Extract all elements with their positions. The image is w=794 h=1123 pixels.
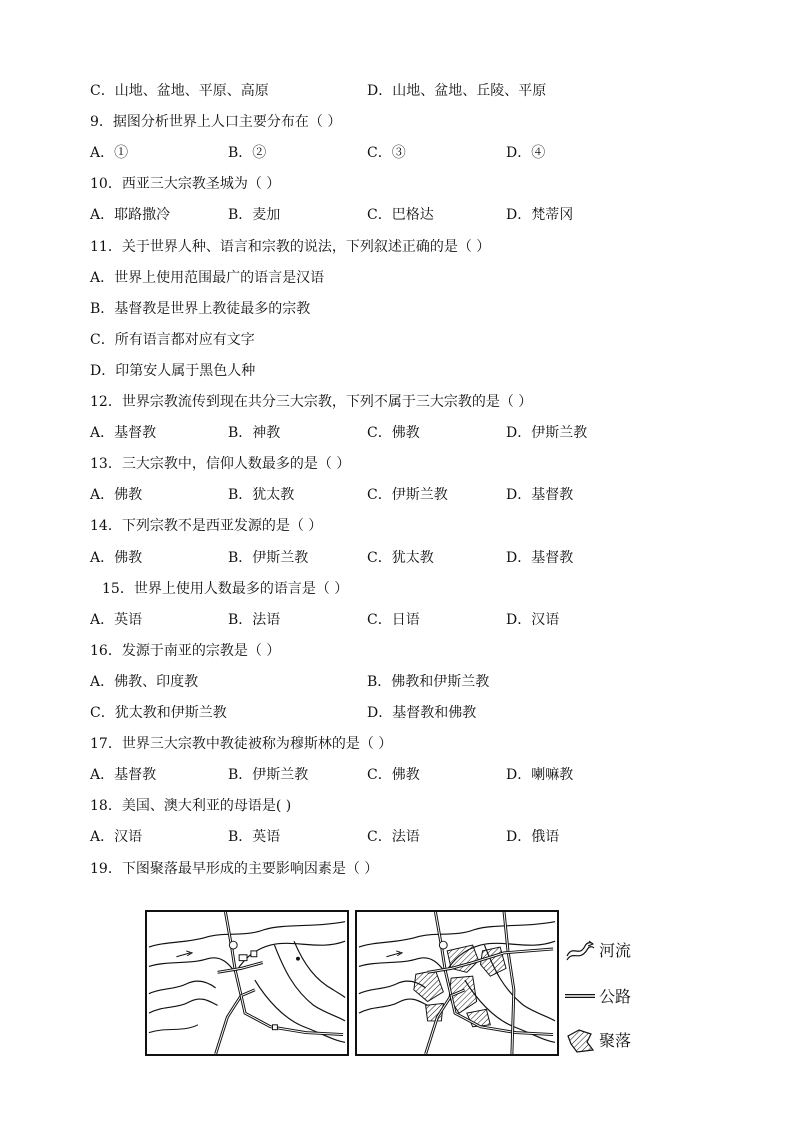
answer-option: D．基督教和佛教 xyxy=(367,705,477,721)
answer-option: D．喇嘛教 xyxy=(506,767,574,783)
answer-option: D．基督教 xyxy=(506,487,574,503)
settlement-icon xyxy=(565,1028,595,1054)
road-icon xyxy=(565,984,595,1008)
answer-option: A．世界上使用范围最广的语言是汉语 xyxy=(90,270,325,286)
legend-settlement xyxy=(565,1028,645,1054)
answer-option: B．佛教和伊斯兰教 xyxy=(367,674,490,690)
question-stem: 13．三大宗教中，信仰人数最多的是（ ） xyxy=(90,456,351,472)
answer-option: C．山地、盆地、平原、高原 xyxy=(90,83,269,99)
question-stem: 12．世界宗教流传到现在共分三大宗教，下列不属于三大宗教的是（ ） xyxy=(90,394,533,410)
answer-option: B．英语 xyxy=(228,829,281,845)
answer-option: C．巴格达 xyxy=(367,207,434,223)
settlement-figure xyxy=(145,910,645,1060)
settlement-map-early xyxy=(145,910,349,1056)
question-stem: 18．美国、澳大利亚的母语是( ) xyxy=(90,798,292,814)
legend-road xyxy=(565,984,645,1010)
answer-option: A．耶路撒冷 xyxy=(90,207,171,223)
answer-option: B．基督教是世界上教徒最多的宗教 xyxy=(90,301,311,317)
question-stem: 10．西亚三大宗教圣城为（ ） xyxy=(90,176,281,192)
answer-option: A．英语 xyxy=(90,612,143,628)
answer-option: A．① xyxy=(90,145,129,161)
answer-option: C．法语 xyxy=(367,829,420,845)
legend-river-label: 河流 xyxy=(599,941,632,960)
answer-option: A．基督教 xyxy=(90,425,157,441)
answer-option: A．佛教 xyxy=(90,550,143,566)
answer-option: C．犹太教和伊斯兰教 xyxy=(90,705,227,721)
question-stem: 15．世界上使用人数最多的语言是（ ） xyxy=(102,581,349,597)
answer-option: C．伊斯兰教 xyxy=(367,487,448,503)
answer-option: C．所有语言都对应有文字 xyxy=(90,332,255,348)
answer-option: A．汉语 xyxy=(90,829,143,845)
answer-option: B．神教 xyxy=(228,425,281,441)
settlement-map-later xyxy=(355,910,559,1056)
answer-option: B．伊斯兰教 xyxy=(228,767,309,783)
answer-option: C．犹太教 xyxy=(367,550,434,566)
answer-option: B．伊斯兰教 xyxy=(228,550,309,566)
answer-option: D．山地、盆地、丘陵、平原 xyxy=(367,83,547,99)
answer-option: C．日语 xyxy=(367,612,420,628)
answer-option: D．梵蒂冈 xyxy=(506,207,574,223)
answer-option: D．基督教 xyxy=(506,550,574,566)
answer-option: C．③ xyxy=(367,145,406,161)
answer-option: B．麦加 xyxy=(228,207,281,223)
legend-river xyxy=(565,938,645,964)
question-stem: 11．关于世界人种、语言和宗教的说法，下列叙述正确的是（ ） xyxy=(90,239,491,255)
answer-option: A．佛教、印度教 xyxy=(90,674,199,690)
legend-road-label: 公路 xyxy=(599,987,632,1006)
answer-option: C．佛教 xyxy=(367,425,420,441)
question-stem: 17．世界三大宗教中教徒被称为穆斯林的是（ ） xyxy=(90,736,393,752)
answer-option: D．印第安人属于黑色人种 xyxy=(90,363,256,379)
question-stem: 9．据图分析世界上人口主要分布在（ ） xyxy=(90,114,342,130)
answer-option: A．佛教 xyxy=(90,487,143,503)
answer-option: A．基督教 xyxy=(90,767,157,783)
answer-option: B．② xyxy=(228,145,267,161)
legend-settlement-label: 聚落 xyxy=(599,1031,632,1050)
answer-option: B．法语 xyxy=(228,612,281,628)
answer-option: D．俄语 xyxy=(506,829,560,845)
river-icon xyxy=(565,938,595,962)
question-stem: 14．下列宗教不是西亚发源的是（ ） xyxy=(90,518,323,534)
question-stem: 19．下图聚落最早形成的主要影响因素是（ ） xyxy=(90,861,379,877)
answer-option: B．犹太教 xyxy=(228,487,295,503)
answer-option: C．佛教 xyxy=(367,767,420,783)
answer-option: D．汉语 xyxy=(506,612,560,628)
answer-option: D．④ xyxy=(506,145,546,161)
question-stem: 16．发源于南亚的宗教是（ ） xyxy=(90,643,281,659)
answer-option: D．伊斯兰教 xyxy=(506,425,588,441)
